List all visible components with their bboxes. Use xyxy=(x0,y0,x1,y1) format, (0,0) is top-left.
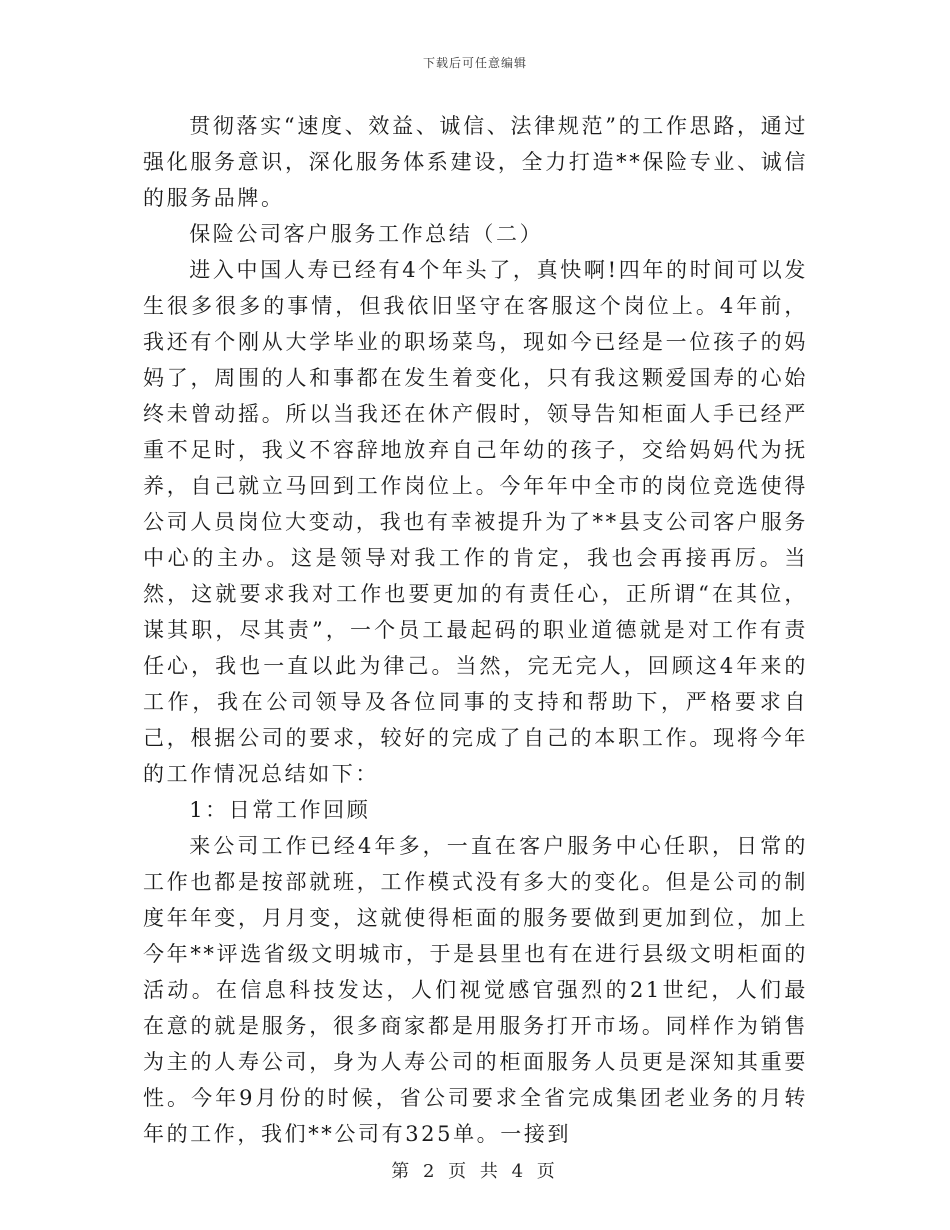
page-number: 第 2 页 共 4 页 xyxy=(391,1161,559,1182)
section-title: 保险公司客户服务工作总结（二） xyxy=(189,222,544,246)
document-body xyxy=(143,108,808,1152)
paragraph-work-review: 来公司工作已经4年多，一直在客户服务中心任职，日常的工作也都是按部就班，工作模式没有多大的变化。但是公司的制度年年变，月月变，这就使得柜面的服务要做到更加到位，加上今年**评选省级文明城市，于是县里也有在进行县级文明柜面的活动。在信息科技发达，人们视觉感官强烈的21世纪，人们最在意的就是服务，很多商家都是用服务打开市场。同样作为销售为主的人寿公司，身为人寿公司的柜面服务人员更是深知其重要性。今年9月份的时候，省公司要求全省完成集团老业务的月转年的工作，我们**公司有325单。一接到 xyxy=(143,834,808,1146)
paragraph-intro: 贯彻落实“速度、效益、诚信、法律规范”的工作思路，通过强化服务意识，深化服务体系建设，全力打造**保险专业、诚信的服务品牌。 xyxy=(143,114,808,210)
page-header-note: 下载后可任意编辑 xyxy=(422,56,527,70)
paragraph-main: 进入中国人寿已经有4个年头了，真快啊!四年的时间可以发生很多很多的事情，但我依旧坚守在客服这个岗位上。4年前，我还有个刚从大学毕业的职场菜鸟，现如今已经是一位孩子的妈妈了，周围的人和事都在发生着变化，只有我这颗爱国寿的心始终未曾动摇。所以当我还在休产假时，领导告知柜面人手已经严重不足时，我义不容辞地放弃自己年幼的孩子，交给妈妈代为抚养，自己就立马回到工作岗位上。今年年中全市的岗位竞选使得公司人员岗位大变动，我也有幸被提升为了**县支公司客户服务中心的主办。这是领导对我工作的肯定，我也会再接再厉。当然，这就要求我对工作也要更加的有责任心，正所谓“在其位，谋其职，尽其责”，一个员工最起码的职业道德就是对工作有责任心，我也一直以此为律己。当然，完无完人，回顾这4年来的工作，我在公司领导及各位同事的支持和帮助下，严格要求自己，根据公司的要求，较好的完成了自己的本职工作。现将今年的工作情况总结如下： xyxy=(143,258,808,786)
subsection-heading: 1：日常工作回顾 xyxy=(189,798,371,822)
